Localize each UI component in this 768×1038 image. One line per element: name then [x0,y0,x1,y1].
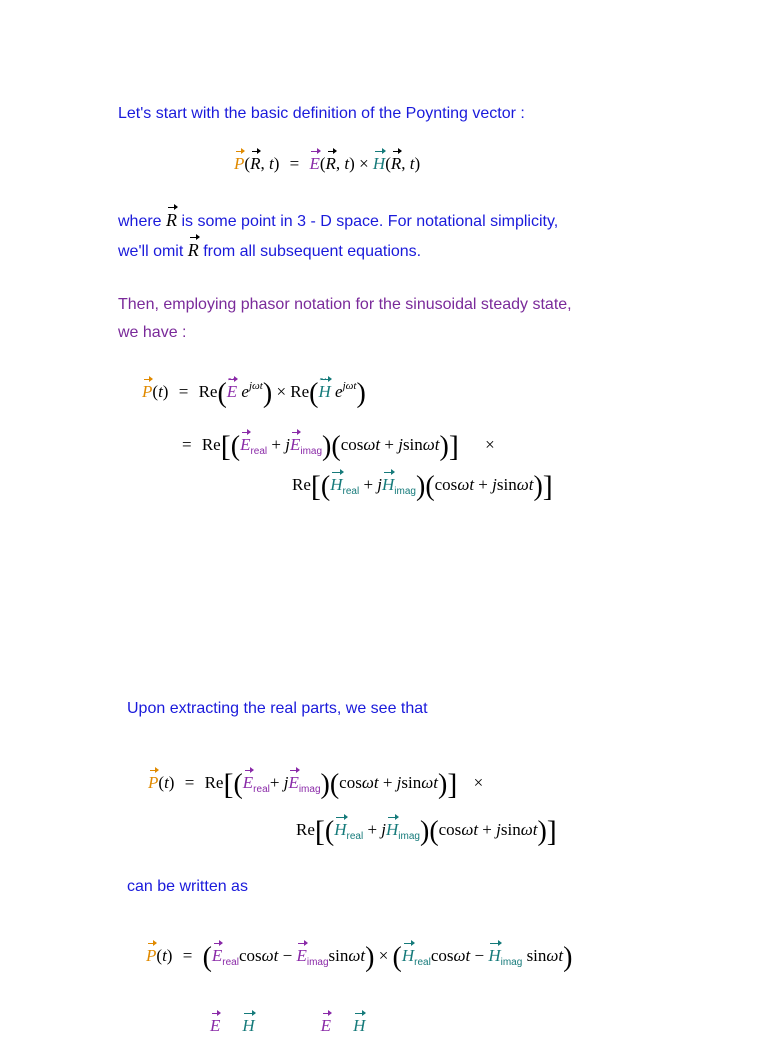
equation-phasor-product: P(t) = Re( ~ E $e^{j\omega t}) \times Re$( ~ H $e^{j\omega t}$) [142,372,366,409]
intro-text: Let's start with the basic definition of the Poynting vector : [118,105,525,122]
equation-expanded-line1: = $Re[(E_{real} + jE_{imag})(\cos\omega t + jsin\omega t)]$ × [182,430,495,463]
R-vector: R [166,210,178,230]
equation-real-parts-line2: $Re[(H_{real} + jH_{imag})(\cos\omega t + jsin\omega t)]$ [296,815,557,848]
equation-real-parts-line1: $P(t) = Re[(E_{real}+ jE_{imag})(\cos\omega t + jsin\omega t)]$ × [148,768,484,801]
where-text: where R is some point in 3 - D space. For notational simplicity, [118,210,559,230]
equation-expanded-line2: $Re[(H_{real} + jH_{imag})(\cos\omega t + jsin\omega t)]$ [292,470,553,503]
equation-cutoff-bottom: E H E H [210,1014,365,1038]
P-vector: P [234,152,244,176]
equation-poynting-definition: P(R, t) = E(R, t) × H(R, t) [234,152,420,176]
phasor-text-line1: Then, employing phasor notation for the sinusoidal steady state, [118,296,572,313]
phasor-text-line2: we have : [118,324,187,341]
extract-text: Upon extracting the real parts, we see that [127,700,428,717]
omit-text: we'll omit R from all subsequent equations. [118,240,422,260]
H-vector: H [373,152,385,176]
E-vector: E [309,152,319,176]
R-vector: R [187,240,199,260]
equation-real-form: $P(t) = (E_{real}\cos\omega t - E_{imag}\sin\omega t) \times (H_{real}\cos\omega t - H_{imag}$ sinωt) [146,942,573,973]
written-text: can be written as [127,878,248,895]
